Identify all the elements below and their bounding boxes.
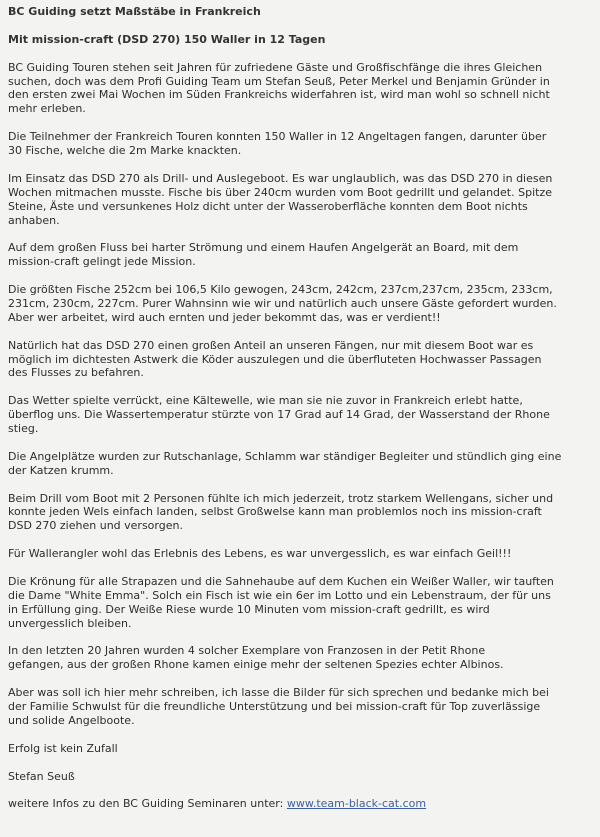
paragraph: [8, 241, 561, 269]
text-line: Stefan Seuß: [8, 769, 75, 783]
text-line: überflog uns. Die Wassertemperatur stürzte von 17 Grad auf 14 Grad, der Wasserstand der Rhone: [8, 408, 550, 422]
paragraph: [8, 742, 561, 756]
text-line: Die größten Fische 252cm bei 106,5 Kilo gewogen, 243cm, 242cm, 237cm,237cm, 235cm, 233cm,: [8, 283, 553, 297]
text-line: Das Wetter spielte verrückt, eine Kältewelle, wie man sie nie zuvor in Frankreich erlebt hatte,: [8, 394, 523, 408]
website-link[interactable]: www.team-black-cat.com: [286, 797, 427, 811]
text-line: der Katzen krumm.: [8, 463, 114, 477]
paragraph: [8, 130, 561, 158]
document: [8, 5, 561, 825]
paragraph: [8, 686, 561, 728]
paragraph: [8, 283, 561, 325]
text-line: Steine, Äste und versunkenes Holz dicht unter der Wasseroberfläche konnten dem Boot nichts: [8, 199, 528, 213]
text-line: der Familie Schwulst für die freundliche Unterstützung und bei mission-craft für Top zuverlässige: [8, 700, 541, 714]
text-line: des Flusses zu befahren.: [8, 366, 144, 380]
text-line: möglich im dichtesten Astwerk die Köder auszulegen und die überfluteten Hochwasser Passagen: [8, 352, 542, 366]
text-line: suchen, doch was dem Profi Guiding Team um Stefan Seuß, Peter Merkel und Benjamin Gründer in: [8, 74, 550, 88]
paragraph: [8, 61, 561, 117]
text-line: Die Teilnehmer der Frankreich Touren konnten 150 Waller in 12 Angeltagen fangen, darunter über: [8, 130, 547, 144]
text-line: Die Krönung für alle Strapazen und die Sahnehaube auf dem Kuchen ein Weißer Waller, wir tauften: [8, 574, 554, 588]
paragraph: [8, 394, 561, 436]
text-line: 231cm, 230cm, 227cm. Purer Wahnsinn wie wir und natürlich auch unsere Gäste gefordert wurden.: [8, 296, 557, 310]
footer-text: weitere Infos zu den BC Guiding Seminaren unter:: [8, 797, 287, 811]
text-line: gefangen, aus der großen Rhone kamen einige mehr der seltenen Spezies echter Albinos.: [8, 658, 504, 672]
text-line: Aber wer arbeitet, wird auch ernten und jeder bekommt das, was er verdient!!: [8, 310, 441, 324]
text-line: die Dame "White Emma". Solch ein Fisch ist wie ein 6er im Lotto und ein Lebenstraum, der für uns: [8, 588, 551, 602]
document-body: [8, 61, 561, 784]
paragraph: [8, 575, 561, 631]
text-line: DSD 270 ziehen und versorgen.: [8, 519, 183, 533]
paragraph: [8, 172, 561, 228]
text-line: Im Einsatz das DSD 270 als Drill- und Auslegeboot. Es war unglaublich, was das DSD 270 in diesen: [8, 171, 553, 185]
paragraph: [8, 770, 561, 784]
document-title: BC Guiding setzt Maßstäbe in Frankreich: [8, 5, 261, 18]
text-line: 30 Fische, welche die 2m Marke knackten.: [8, 144, 242, 158]
text-line: Für Wallerangler wohl das Erlebnis des Lebens, es war unvergesslich, es war einfach Geil!!!: [8, 547, 512, 561]
text-line: unvergesslich bleiben.: [8, 616, 132, 630]
paragraph: [8, 547, 561, 561]
text-line: Aber was soll ich hier mehr schreiben, ich lasse die Bilder für sich sprechen und bedanke mich bei: [8, 686, 549, 700]
text-line: Natürlich hat das DSD 270 einen großen Anteil an unseren Fängen, nur mit diesem Boot war es: [8, 338, 534, 352]
text-line: Auf dem großen Fluss bei harter Strömung und einem Haufen Angelgerät an Board, mit dem: [8, 241, 519, 255]
paragraph: [8, 339, 561, 381]
text-line: den ersten zwei Mai Wochen im Süden Frankreichs widerfahren ist, wird man wohl so schnell nicht: [8, 88, 550, 102]
text-line: BC Guiding Touren stehen seit Jahren für zufriedene Gäste und Großfischfänge die ihres Gleichen: [8, 60, 543, 74]
text-line: konnte jeden Wels einfach landen, selbst Großwelse kann man problemlos noch ins mission-craft: [8, 505, 542, 519]
text-line: in Erfüllung ging. Der Weiße Riese wurde 10 Minuten vom mission-craft gedrillt, es wird: [8, 602, 490, 616]
text-line: stieg.: [8, 422, 39, 436]
paragraph: [8, 450, 561, 478]
text-line: Erfolg ist kein Zufall: [8, 741, 118, 755]
text-line: Wochen mitmachen musste. Fische bis über 240cm wurden vom Boot gedrillt und gelandet. Spitze: [8, 185, 552, 199]
text-line: anhaben.: [8, 213, 60, 227]
text-line: und solide Angelboote.: [8, 714, 135, 727]
text-line: mission-craft gelingt jede Mission.: [8, 255, 196, 269]
text-line: In den letzten 20 Jahren wurden 4 solcher Exemplare von Franzosen in der Petit Rhone: [8, 644, 486, 658]
text-line: mehr erleben.: [8, 102, 86, 116]
document-subtitle: Mit mission-craft (DSD 270) 150 Waller in 12 Tagen: [8, 32, 326, 46]
paragraph: [8, 492, 561, 534]
text-line: Die Angelplätze wurden zur Rutschanlage, Schlamm war ständiger Begleiter und stündlich ging eine: [8, 449, 562, 463]
footer-line: [8, 797, 561, 811]
text-line: Beim Drill vom Boot mit 2 Personen fühlte ich mich jederzeit, trotz starkem Wellengans, sicher und: [8, 491, 554, 505]
paragraph: [8, 644, 561, 672]
